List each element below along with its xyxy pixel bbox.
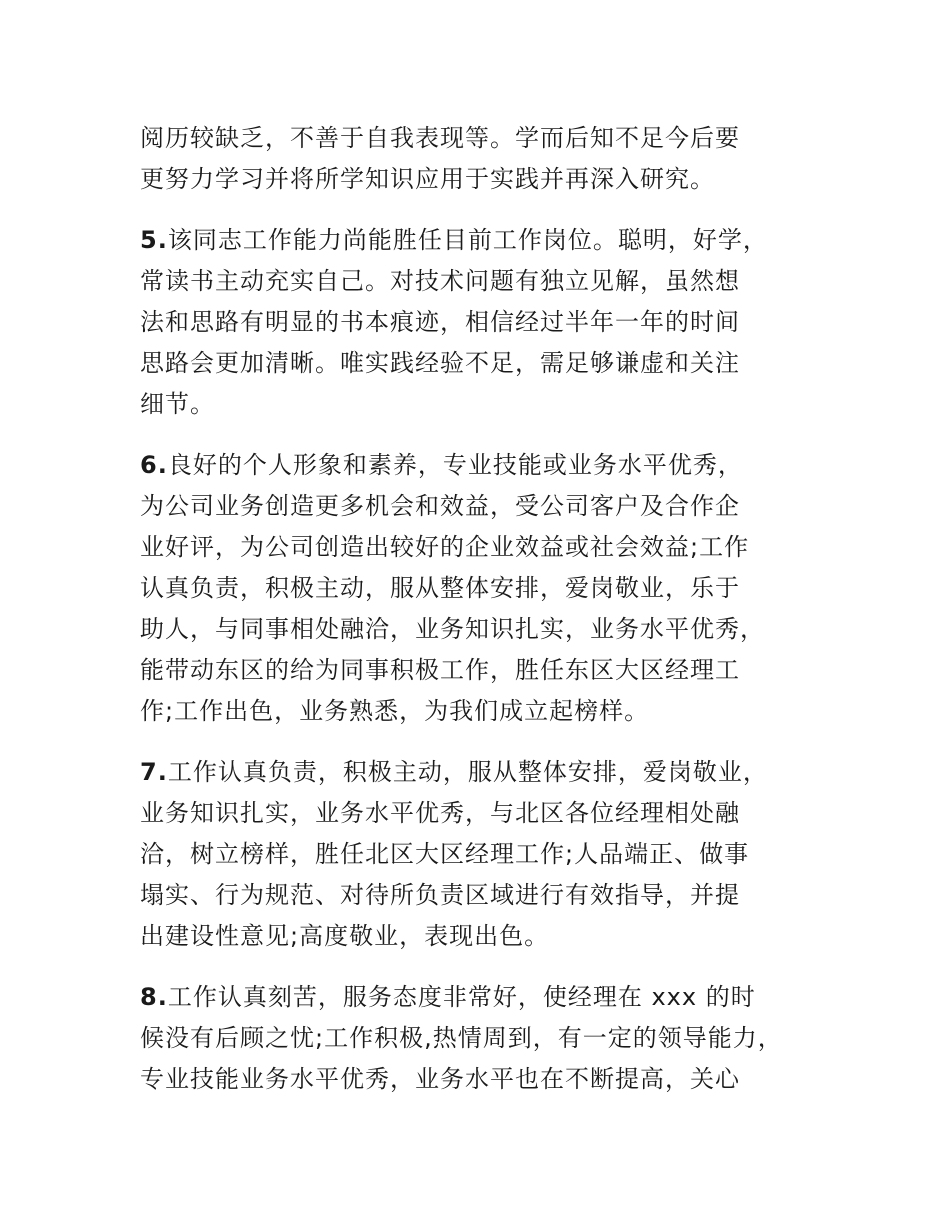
paragraph-5 [140,220,840,425]
text-line: 候没有后顾之忧;工作积极,热情周到，有一定的领导能力， [140,1024,783,1052]
text-line: 阅历较缺乏，不善于自我表现等。学而后知不足今后要 [140,124,740,152]
text-line: 能带动东区的给为同事积极工作，胜任东区大区经理工 [140,656,740,684]
text-line: 思路会更加清晰。唯实践经验不足，需足够谦虚和关注 [140,349,740,377]
text-line: 常读书主动充实自己。对技术问题有独立见解，虽然想 [140,267,740,295]
text-line: 作;工作出色，业务熟悉，为我们成立起榜样。 [140,697,650,725]
paragraph-7 [140,752,840,957]
paragraph-6 [140,445,840,732]
text-line: 出建设性意见;高度敬业，表现出色。 [140,922,550,950]
paragraph-intro [140,118,840,200]
text-line: 洽，树立榜样，胜任北区大区经理工作;人品端正、做事 [140,840,750,868]
text-line: 认真负责，积极主动，服从整体安排，爱岗敬业，乐于 [140,574,740,602]
paragraph-number: 7. [140,758,168,786]
text-line: 塌实、行为规范、对待所负责区域进行有效指导，并提 [140,881,740,909]
text-line: 8.工作认真刻苦，服务态度非常好，使经理在 xxx 的时 [140,983,756,1011]
text-line: 助人，与同事相处融洽，业务知识扎实，业务水平优秀， [140,615,765,643]
text-line: 更努力学习并将所学知识应用于实践并再深入研究。 [140,165,715,193]
paragraph-number: 5. [140,226,168,254]
document-body [140,118,840,1120]
text-line: 5.该同志工作能力尚能胜任目前工作岗位。聪明，好学， [140,226,768,254]
text-line: 为公司业务创造更多机会和效益，受公司客户及合作企 [140,492,740,520]
text-line: 专业技能业务水平优秀，业务水平也在不断提高，关心 [140,1065,740,1093]
text-line: 法和思路有明显的书本痕迹，相信经过半年一年的时间 [140,308,740,336]
paragraph-number: 8. [140,983,168,1011]
text-line: 6.良好的个人形象和素养，专业技能或业务水平优秀， [140,451,743,479]
paragraph-number: 6. [140,451,168,479]
text-line: 业务知识扎实，业务水平优秀，与北区各位经理相处融 [140,799,740,827]
text-line: 细节。 [140,390,215,418]
text-line: 7.工作认真负责，积极主动，服从整体安排，爱岗敬业， [140,758,768,786]
text-line: 业好评，为公司创造出较好的企业效益或社会效益;工作 [140,533,750,561]
paragraph-8 [140,977,840,1100]
